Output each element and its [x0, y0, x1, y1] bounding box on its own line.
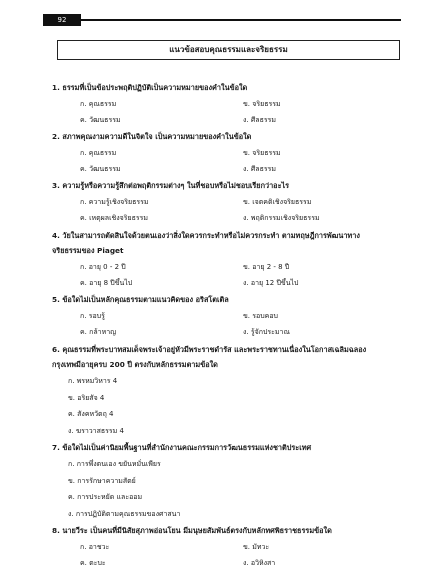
page-number: 92	[43, 14, 81, 26]
option-d[interactable]: ง. พฤติกรรมเชิงจริยธรรม	[243, 214, 320, 222]
option-d[interactable]: ง. อายุ 12 ปีขึ้นไป	[243, 279, 299, 287]
question-8	[52, 526, 412, 574]
question-1	[52, 83, 412, 131]
option-b[interactable]: ข. เจตคติเชิงจริยธรรม	[243, 198, 312, 206]
option-a[interactable]: ก. พรหมวิหาร 4	[68, 377, 118, 385]
option-d[interactable]: ง. รู้จักประมาณ	[243, 328, 290, 336]
option-d[interactable]: ง. ศีลธรรม	[243, 165, 277, 173]
question-text-line-1: 4. วัยในสามารถตัดสินใจด้วยตนเองว่าสิ่งใดควรกระทำหรือไม่ควรกระทำ ตามทฤษฎีการพัฒนาทาง	[52, 231, 360, 240]
question-text: 3. ความรู้หรือความรู้สึกต่อพฤติกรรมต่างๆ ในที่ชอบหรือไม่ชอบเรียกว่าอะไร	[52, 181, 290, 190]
section-title: แนวข้อสอบคุณธรรมและจริยธรรม	[57, 40, 400, 60]
option-b[interactable]: ข. อริยสัจ 4	[68, 393, 105, 402]
header-rule	[81, 19, 401, 21]
option-a[interactable]: ก. อายุ 0 - 2 ปี	[80, 263, 126, 271]
option-a[interactable]: ก. การพึ่งตนเอง ขยันหมั่นเพียร	[68, 460, 161, 468]
question-text: 1. ธรรมที่เป็นข้อประพฤติปฏิบัติเป็นความหมายของคำในข้อใด	[52, 83, 248, 92]
option-a[interactable]: ก. อาชวะ	[80, 543, 110, 551]
option-a[interactable]: ก. คุณธรรม	[80, 100, 117, 108]
option-b[interactable]: ข. จริยธรรม	[243, 149, 281, 157]
question-5	[52, 295, 412, 343]
option-b[interactable]: ข. มัทวะ	[243, 543, 270, 551]
option-c[interactable]: ค. วัฒนธรรม	[80, 116, 121, 124]
option-c[interactable]: ค. เหตุผลเชิงจริยธรรม	[80, 214, 149, 222]
option-b[interactable]: ข. การรักษาความสัตย์	[68, 476, 136, 485]
question-2	[52, 132, 412, 180]
option-a[interactable]: ก. คุณธรรม	[80, 149, 117, 157]
option-c[interactable]: ค. กล้าหาญ	[80, 328, 117, 336]
question-6	[52, 344, 412, 442]
option-b[interactable]: ข. อายุ 2 - 8 ปี	[243, 263, 290, 271]
question-text: 8. นายวีระ เป็นคนที่มีนิสัยสุภาพอ่อนโยน มีมนุษยสัมพันธ์ตรงกับหลักทศพิธราชธรรมข้อใด	[52, 526, 332, 535]
question-text: 2. สภาพคุณงามความดีในจิตใจ เป็นความหมายของคำในข้อใด	[52, 132, 252, 141]
option-b[interactable]: ข. จริยธรรม	[243, 100, 281, 108]
question-text-line-2: กรุงเทพมีอายุครบ 200 ปี ตรงกับหลักธรรมตามข้อใด	[52, 360, 218, 369]
option-d[interactable]: ง. ฆราวาสธรรม 4	[68, 426, 124, 435]
option-c[interactable]: ค. ตะบะ	[80, 559, 106, 567]
option-d[interactable]: ง. ศีลธรรม	[243, 116, 277, 124]
question-list	[52, 83, 412, 575]
option-b[interactable]: ข. รอบคอบ	[243, 312, 278, 320]
option-c[interactable]: ค. อายุ 8 ปีขึ้นไป	[80, 279, 133, 287]
option-d[interactable]: ง. อวิหิงสา	[243, 559, 276, 567]
option-d[interactable]: ง. การปฏิบัติตามคุณธรรมของศาสนา	[68, 509, 181, 518]
question-4	[52, 230, 412, 294]
option-a[interactable]: ก. ความรู้เชิงจริยธรรม	[80, 198, 149, 206]
question-7	[52, 443, 412, 525]
question-text-line-1: 6. คุณธรรมที่พระบาทสมเด็จพระเจ้าอยู่หัวมีพระราชดำรัส และพระราชทานเนื่องในโอกาสเฉลิมฉลอง	[52, 345, 367, 354]
question-text: 7. ข้อใดไม่เป็นค่านิยมพื้นฐานที่สำนักงานคณะกรรมการวัฒนธรรมแห่งชาติประเทศ	[52, 443, 312, 452]
question-text: 5. ข้อใดไม่เป็นหลักคุณธรรมตามแนวคิดของ อริสโตเติล	[52, 295, 229, 304]
question-3	[52, 181, 412, 229]
option-c[interactable]: ค. วัฒนธรรม	[80, 165, 121, 173]
option-a[interactable]: ก. รอบรู้	[80, 312, 105, 320]
question-text-line-2: จริยธรรมของ Piaget	[52, 246, 124, 255]
option-c[interactable]: ค. การประหยัด และออม	[68, 493, 143, 501]
option-c[interactable]: ค. สังคหวัตถุ 4	[68, 410, 114, 418]
